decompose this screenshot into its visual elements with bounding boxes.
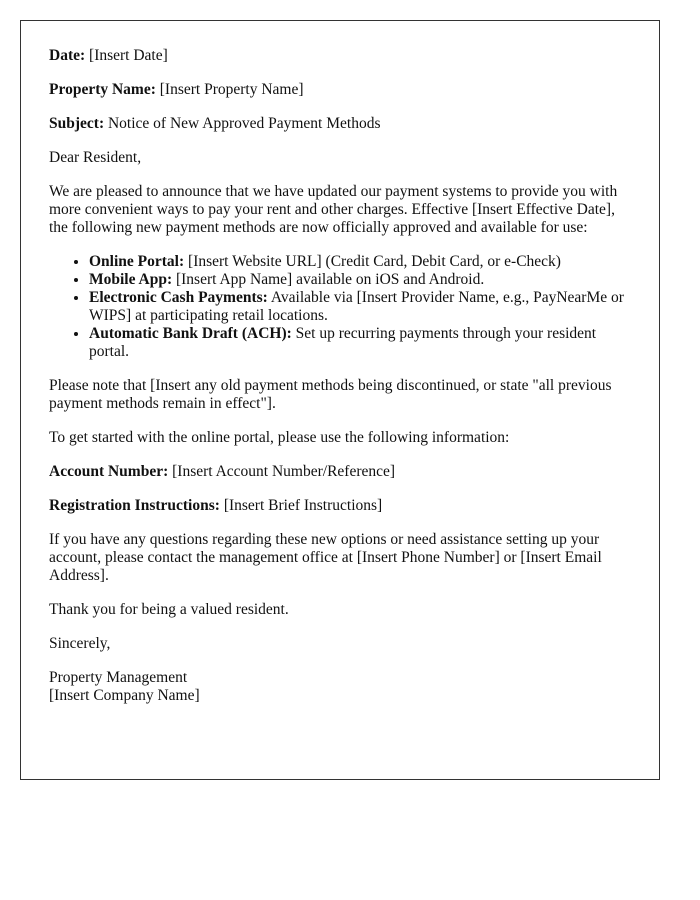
signature-line-2: [Insert Company Name] (49, 687, 200, 704)
method-text: [Insert Website URL] (Credit Card, Debit Card, or e-Check) (188, 253, 561, 270)
letter-document (20, 20, 660, 780)
method-text: Set up recurring payments through your resident portal. (89, 325, 597, 360)
subject-line (49, 115, 631, 133)
date-value: [Insert Date] (89, 47, 168, 64)
signature-line-1: Property Management (49, 669, 188, 686)
method-text: [Insert App Name] available on iOS and Android. (175, 271, 485, 288)
property-name-label: Property Name: (49, 81, 156, 98)
list-item (89, 253, 631, 271)
property-name-line (49, 81, 631, 99)
property-name-value: [Insert Property Name] (159, 81, 304, 98)
account-number-value: [Insert Account Number/Reference] (172, 463, 396, 480)
method-label: Mobile App: (89, 271, 173, 288)
date-line (49, 47, 631, 65)
list-item (89, 325, 631, 361)
date-label: Date: (49, 47, 86, 64)
payment-methods-list (49, 253, 631, 361)
method-label: Online Portal: (89, 253, 185, 270)
list-item (89, 289, 631, 325)
registration-label: Registration Instructions: (49, 497, 220, 514)
account-number-line (49, 463, 631, 481)
registration-line (49, 497, 631, 515)
subject-label: Subject: (49, 115, 105, 132)
subject-value: Notice of New Approved Payment Methods (107, 115, 381, 132)
note-paragraph: Please note that [Insert any old payment methods being discontinued, or state "all previous payment methods remain in effect"]. (49, 377, 612, 412)
questions-paragraph: If you have any questions regarding these new options or need assistance setting up your account, please contact the management office at [Insert Phone Number] or [Insert Email Address]. (49, 531, 602, 584)
list-item (89, 271, 631, 289)
salutation: Dear Resident, (49, 149, 142, 166)
method-text: Available via [Insert Provider Name, e.g., PayNearMe or WIPS] at participating retail locations. (89, 289, 624, 324)
intro-paragraph: We are pleased to announce that we have updated our payment systems to provide you with more convenient ways to pay your rent and other charges. Effective [Insert Effective Date], the following new payment methods are now officially approved and available for use: (49, 183, 618, 236)
get-started-paragraph: To get started with the online portal, please use the following information: (49, 429, 510, 446)
closing: Sincerely, (49, 635, 111, 652)
method-label: Electronic Cash Payments: (89, 289, 268, 306)
account-number-label: Account Number: (49, 463, 169, 480)
registration-value: [Insert Brief Instructions] (223, 497, 383, 514)
method-label: Automatic Bank Draft (ACH): (89, 325, 292, 342)
thanks-paragraph: Thank you for being a valued resident. (49, 601, 289, 618)
